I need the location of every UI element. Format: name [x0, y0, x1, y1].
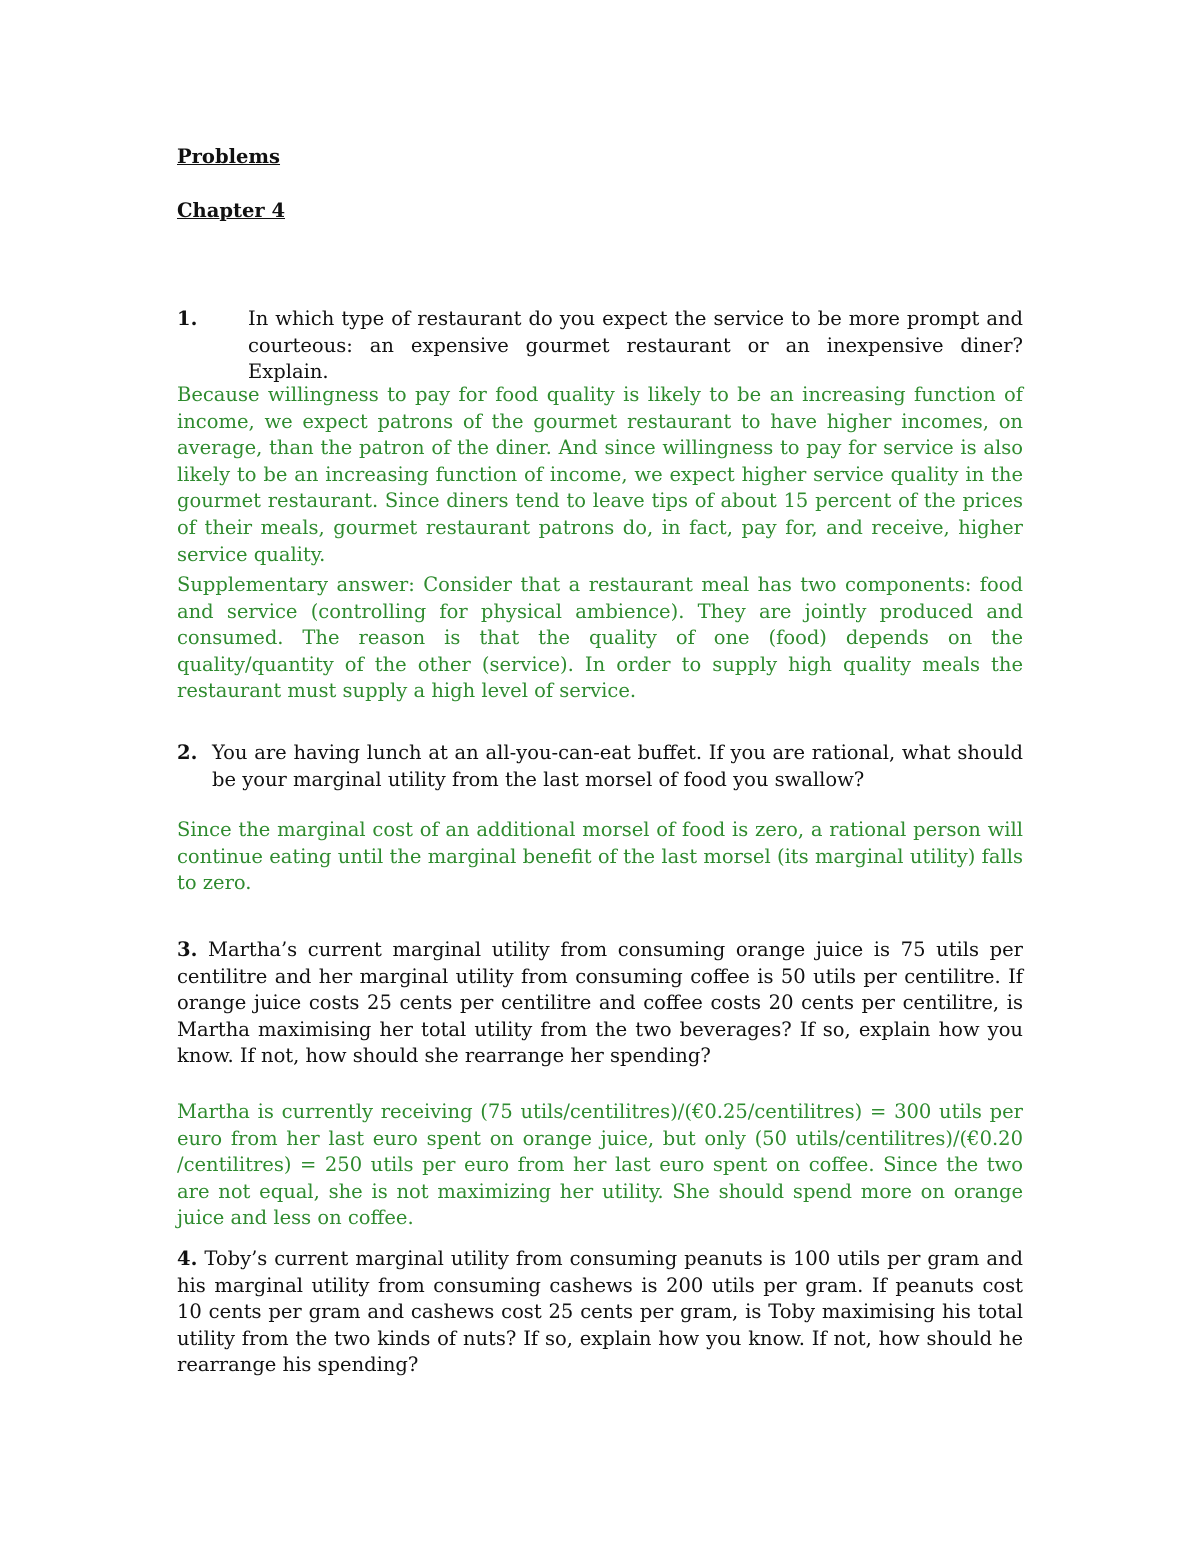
answer-2: Since the marginal cost of an additional morsel of food is zero, a rational person will continue eating until the marginal benefit of the last morsel (its marginal utility) falls to zero.	[177, 818, 1023, 895]
question-2-number: 2.	[177, 741, 198, 764]
answer-3: Martha is currently receiving (75 utils/centilitres)/(€0.25/centilitres) = 300 utils per euro from her last euro spent on orange juice, but only (50 utils/centilitres)/(€0.20 /centilitres) = 250 utils per euro from her last euro spent on coffee. Since the two are not equal, she is not maximizing her utility. She should spend more on orange juice and less on coffee.	[177, 1100, 1023, 1230]
question-1	[177, 306, 1023, 386]
question-4-number: 4.	[177, 1247, 198, 1270]
document-title: Problems	[177, 145, 281, 168]
question-2	[177, 740, 1023, 793]
question-1-number: 1.	[177, 307, 198, 330]
answer-1-supplementary: Supplementary answer: Consider that a restaurant meal has two components: food and service (controlling for physical ambience). They are jointly produced and consumed. The reason is that the quality of one (food) depends on the quality/quantity of the other (service). In order to supply high quality meals the restaurant must supply a high level of service.	[177, 573, 1023, 703]
question-3-number: 3.	[177, 938, 198, 961]
question-1-text: In which type of restaurant do you expect the service to be more prompt and courteous: an expensive gourmet restaurant or an inexpensive diner? Explain.	[248, 307, 1023, 384]
question-4-text: Toby’s current marginal utility from consuming peanuts is 100 utils per gram and his marginal utility from consuming cashews is 200 utils per gram. If peanuts cost 10 cents per gram and cashews cost 25 cents per gram, is Toby maximising his total utility from the two kinds of nuts? If so, explain how you know. If not, how should he rearrange his spending?	[177, 1247, 1023, 1377]
question-3-text: Martha’s current marginal utility from consuming orange juice is 75 utils per centilitre and her marginal utility from consuming coffee is 50 utils per centilitre. If orange juice costs 25 cents per centilitre and coffee costs 20 cents per centilitre, is Martha maximising her total utility from the two beverages? If so, explain how you know. If not, how should she rearrange her spending?	[177, 938, 1024, 1068]
answer-1: Because willingness to pay for food quality is likely to be an increasing function of income, we expect patrons of the gourmet restaurant to have higher incomes, on average, than the patron of the diner. And since willingness to pay for service is also likely to be an increasing function of income, we expect higher service quality in the gourmet restaurant. Since diners tend to leave tips of about 15 percent of the prices of their meals, gourmet restaurant patrons do, in fact, pay for, and receive, higher service quality.	[177, 383, 1023, 566]
question-3	[177, 937, 1023, 1070]
question-2-text: You are having lunch at an all-you-can-eat buffet. If you are rational, what should be your marginal utility from the last morsel of food you swallow?	[212, 741, 1023, 791]
chapter-heading: Chapter 4	[177, 199, 286, 222]
question-4	[177, 1246, 1023, 1379]
